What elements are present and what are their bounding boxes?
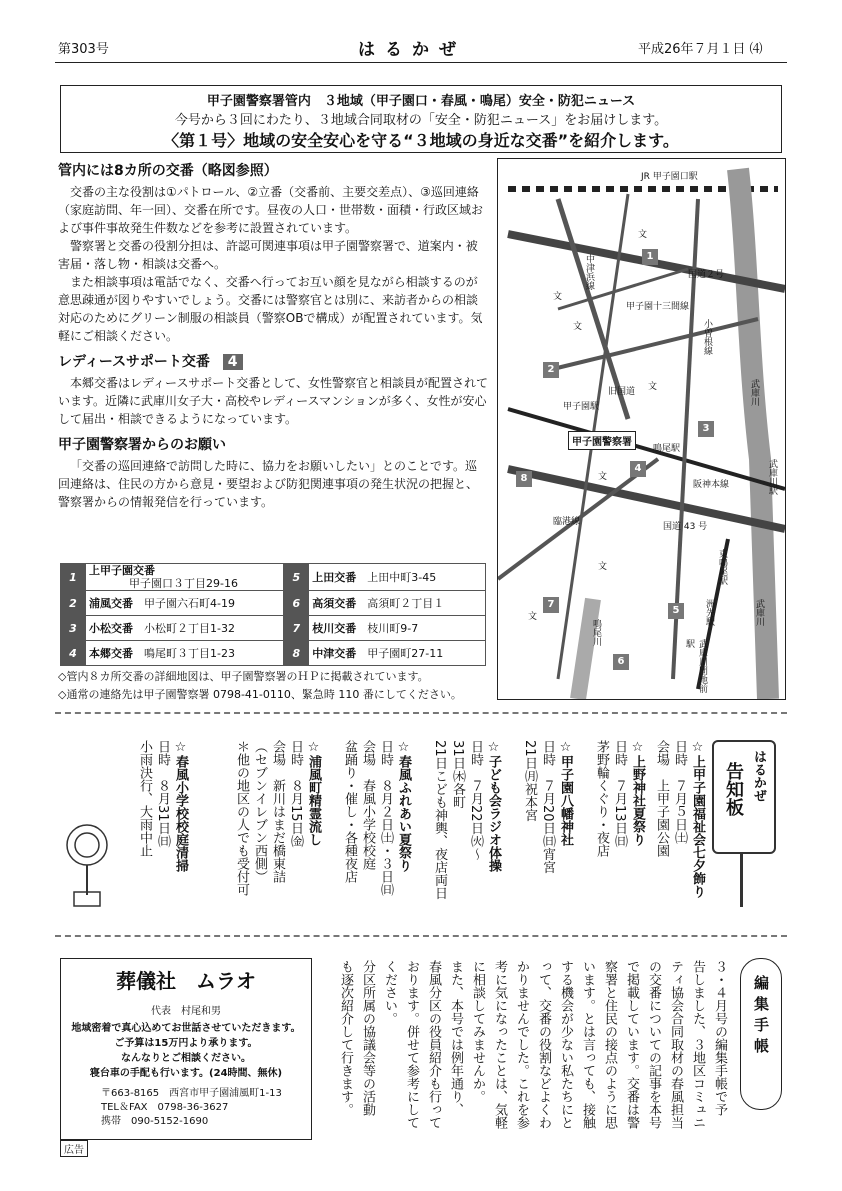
table-row — [61, 564, 486, 591]
map-label-ozone: 小曽根線 — [702, 319, 712, 355]
koban-number: 4 — [61, 641, 86, 666]
map-koban-5: 5 — [668, 603, 684, 619]
paragraph: 「交番の巡回連絡で訪問した時に、協力をお願いしたい」とのことです。巡回連絡は、住民の方から意見・要望および防犯関連事項の発生状況の把握と、警察署からの情報発信を行っています。 — [58, 459, 479, 509]
section-body-koban — [58, 183, 488, 345]
issue-date: 平成26年７月１日 ⑷ — [638, 42, 763, 57]
event-2: ☆上野神社夏祭り 日時 ７月13日㈰ 茅野輪くぐり・夜店 — [594, 740, 645, 857]
table-row — [61, 616, 486, 641]
event-7: ☆春風小学校校庭清掃 日時 ８月31日㈰ 小雨決行、大雨中止 — [137, 740, 188, 872]
divider-bottom — [55, 935, 787, 937]
map-label-mukogawa-river-2: 武庫川 — [754, 599, 764, 626]
map-label-mukogawa-station: 武庫川駅 — [767, 459, 777, 495]
table-row — [61, 591, 486, 616]
news-banner — [60, 85, 782, 153]
paragraph: 交番の主な役割は①パトロール、②立番（交番前、主要交差点）、③巡回連絡（家庭訪問、年一回）、交番在所です。昼夜の人口・世帯数・面積・行政区域および事件事故発生件数などを参考に設置されています。 — [58, 185, 484, 235]
section-heading-ladies: レディースサポート交番 4 — [58, 351, 488, 371]
koban-cell: 本郷交番 鳴尾町３丁目1-23 — [86, 641, 284, 666]
school-icon: 文 — [528, 612, 538, 622]
section-body-request — [58, 457, 488, 511]
ad-name: 葬儀社 ムラオ — [116, 969, 256, 993]
koban-cell: 枝川交番 枝川町9-7 — [309, 616, 486, 641]
map-koban-3: 3 — [698, 421, 714, 437]
divider-top — [55, 712, 787, 714]
map-label-mukogawa-river: 武庫川 — [749, 379, 759, 406]
map-label-naruo-station: 鳴尾駅 — [653, 444, 681, 454]
header-rule — [55, 62, 787, 63]
note-map: ◇管内８カ所交番の詳細地図は、甲子園警察署のＨＰに掲載されています。 — [58, 670, 429, 683]
banner-line-3: 〈第１号〉地域の安全安心を守る“３地域の身近な交番”を紹介します。 — [163, 131, 679, 150]
koban-cell: 高須交番 高須町２丁目１ — [309, 591, 486, 616]
section-heading-request: 甲子園警察署からのお願い — [58, 437, 226, 453]
map-label-hanshin: 阪神本線 — [693, 480, 730, 490]
map-label-koshien-juusan: 甲子園十三間線 — [626, 302, 690, 312]
board-title-1: はるかぜ — [751, 750, 766, 802]
banner-line-2: 今号から３回にわたり、３地域合同取材の「安全・防犯ニュース」をお届けします。 — [174, 113, 668, 128]
map-label-rinko: 臨港線 — [553, 517, 581, 527]
map-label-kokudo2: 国道２号 — [688, 270, 725, 280]
map-label-danchimae: 武庫川団地前駅 — [684, 639, 707, 693]
map-koban-7: 7 — [543, 597, 559, 613]
paragraph: また相談事項は電話でなく、交番へ行ってお互い顔を見ながら相談するのが意思疎通が図りやすいでしょう。交番には警察官とは別に、来訪者からの相談対応のためにグリーン制服の相談員（警察OBで構成）が配置されています。気軽にご相談ください。 — [58, 275, 483, 343]
map-koban-8: 8 — [516, 471, 532, 487]
road-kyukokudo — [553, 319, 758, 369]
koban-number: 7 — [284, 616, 309, 641]
map-roads — [498, 159, 785, 699]
map-label-koshien-station: 甲子園駅 — [563, 402, 600, 412]
map-label-naruogawa: 鳴尾川 — [591, 619, 601, 646]
section-body-ladies — [58, 374, 488, 428]
newsletter-title: はるかぜ — [358, 40, 466, 60]
table-row — [61, 641, 486, 666]
koban-cell: 中津交番 甲子園町27-11 — [309, 641, 486, 666]
area-map — [497, 158, 786, 700]
school-icon: 文 — [573, 322, 583, 332]
koban-number: 3 — [61, 616, 86, 641]
ad-rep: 代表 村尾和男 — [151, 1006, 221, 1017]
map-koban-2: 2 — [543, 362, 559, 378]
map-label-kyukokudo: 旧国道 — [608, 387, 636, 397]
note-contact: ◇通常の連絡先は甲子園警察署 0798-41-0110、緊急時 110 番にしてください。 — [58, 688, 462, 701]
event-4: ☆子ども会ラジオ体操 日時 ７月22日㈫〜 31日㈭各町 21日こども神輿、夜店両日 — [432, 740, 501, 900]
ad-contact: 〒663-8165 西宮市甲子園浦風町1-13 TEL＆FAX 0798-36-3627 携帯 090-5152-1690 — [101, 1088, 282, 1127]
board-title-2: 告知板 — [723, 762, 744, 816]
koban-number: 2 — [61, 591, 86, 616]
map-label-higashi-naruo: 東鳴尾駅 — [717, 549, 727, 585]
map-label-nakatsu: 中津浜線 — [584, 254, 594, 290]
event-3: ☆甲子園八幡神社 日時 ７月20日㈰宵宮 21日㈪祝本宮 — [522, 740, 573, 874]
naruogawa-river — [578, 599, 593, 699]
koban-cell: 小松交番 小松町２丁目1-32 — [86, 616, 284, 641]
koban-number: 6 — [284, 591, 309, 616]
funeral-ad — [60, 958, 312, 1140]
sunflower-icon — [62, 820, 112, 910]
school-icon: 文 — [598, 472, 608, 482]
map-koban-1: 1 — [642, 249, 658, 265]
editor-text: ３・４月号の編集手帳で予 告しました、３地区コミュニ ティ協会合同取材の春風担当 の交番についての記事を本号 で掲載しています。交番は警 察署と住民の接点のように思 います。とは言っても、接触 する機会が少ない私たちにと って、交番の役割などよくわ かりませんでした。これを参 考に気になったことは、気軽 に相談してみませんか。 また、本号では例年通り、 春風分区の役員紹介も行って おります。併せて参考にして ください。 分区所属の協議会等の活動 も逐次紹介して行きます。 — [338, 960, 727, 1129]
ad-tag: 広告 — [60, 1140, 88, 1157]
map-label-station: JR 甲子園口駅 — [638, 169, 701, 182]
koban-cell: 浦風交番 甲子園六石町4-19 — [86, 591, 284, 616]
paragraph: 警察署と交番の役割分担は、許認可関連事項は甲子園警察署で、道案内・被害届・落し物・相談は交番へ。 — [58, 239, 478, 271]
article-column — [58, 160, 488, 511]
event-5: ☆春風ふれあい夏祭り 日時 ８月２日㈯・３日㈰ 会場 春風小学校校庭 盆踊り・催し・各種夜店 — [342, 740, 411, 896]
editor-title-box — [740, 958, 782, 1110]
map-label-police: 甲子園警察署 — [568, 431, 636, 450]
issue-number: 第303号 — [58, 42, 109, 57]
koban-table — [60, 563, 486, 666]
school-icon: 文 — [638, 230, 648, 240]
koban-cell: 上甲子園交番 甲子園口３丁目29-16 — [86, 564, 284, 591]
banner-line-1: 甲子園警察署管内 ３地域（甲子園口・春風・鳴尾）安全・防犯ニュース — [206, 94, 636, 109]
ad-copy: 地域密着で真心込めてお世話させていただきます。 ご予算は15万円より承ります。 なんなりとご相談ください。 寝台車の手配も行います。(24時間、無休) — [71, 1023, 301, 1079]
koban-number: 1 — [61, 564, 86, 591]
board-post — [740, 852, 743, 907]
event-1: ☆上甲子園福祉会七夕飾り 日時 ７月５日㈯ 会場 上甲子園公園 — [654, 740, 705, 898]
koban-number: 8 — [284, 641, 309, 666]
paragraph: 本郷交番はレディースサポート交番として、女性警察官と相談員が配置されています。近隣に武庫川女子大・高校やレディースマンションが多く、女性が安心して届出・相談できるようになっています。 — [58, 376, 488, 426]
map-koban-6: 6 — [613, 654, 629, 670]
map-label-kokudo43: 国道 43 号 — [663, 522, 708, 532]
editor-title: 編集手帳 — [752, 975, 770, 1059]
notice-board-sign — [712, 740, 776, 854]
section-heading-koban: 管内には8カ所の交番（略図参照） — [58, 163, 278, 179]
koban-number-badge: 4 — [223, 354, 243, 370]
map-koban-4: 4 — [630, 461, 646, 477]
koban-number: 5 — [284, 564, 309, 591]
school-icon: 文 — [553, 292, 563, 302]
koban-cell: 上田交番 上田中町3-45 — [309, 564, 486, 591]
map-label-susaki: 洲先駅 — [704, 599, 714, 626]
event-6: ☆浦風町精霊流し 日時 ８月15日㈮ 会場 新川はまだ橋東詰 （セブンイレブン西側） ＊他の地区の人でも受付可 — [234, 740, 321, 896]
school-icon: 文 — [598, 562, 608, 572]
school-icon: 文 — [648, 382, 658, 392]
